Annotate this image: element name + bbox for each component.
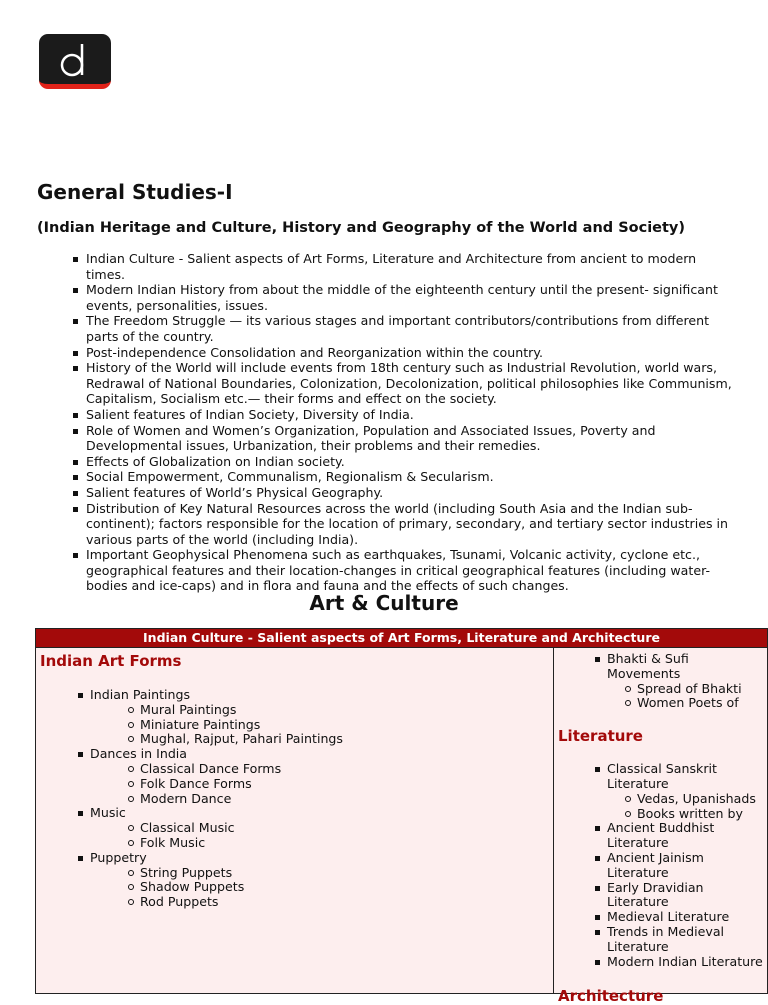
literature-column: [554, 648, 767, 1005]
syllabus-item: Indian Culture - Salient aspects of Art Forms, Literature and Architecture from ancient to modern times.: [86, 251, 736, 282]
topic-item: [90, 851, 553, 910]
topic-label: Ancient Buddhist Literature: [607, 820, 715, 851]
syllabus-item: Modern Indian History from about the middle of the eighteenth century until the present- significant events, personalities, issues.: [86, 282, 736, 313]
topic-item: [607, 910, 763, 925]
topic-item: [607, 652, 763, 711]
subtopic-item: String Puppets: [140, 866, 553, 881]
art-forms-list: [90, 688, 553, 910]
page-subtitle: (Indian Heritage and Culture, History and Geography of the World and Society): [37, 220, 686, 236]
syllabus-list: [86, 251, 736, 594]
logo-d-icon: [39, 34, 111, 84]
table-header: Indian Culture - Salient aspects of Art Forms, Literature and Architecture: [36, 629, 767, 648]
subtopic-item: Mural Paintings: [140, 703, 553, 718]
subtopic-list: [607, 792, 763, 822]
topic-item: [607, 851, 763, 881]
subtopic-list: [607, 682, 763, 712]
topic-item: [90, 747, 553, 806]
subtopic-item: Mughal, Rajput, Pahari Paintings: [140, 732, 553, 747]
subtopic-item: Spread of Bhakti: [637, 682, 763, 697]
subtopic-list: [90, 703, 553, 747]
topic-label: Ancient Jainism Literature: [607, 849, 704, 880]
subtopic-item: Classical Music: [140, 821, 553, 836]
syllabus-item: Salient features of Indian Society, Diversity of India.: [86, 407, 736, 423]
syllabus-item: Social Empowerment, Communalism, Regionalism & Secularism.: [86, 469, 736, 485]
syllabus-item: Post-independence Consolidation and Reorganization within the country.: [86, 345, 736, 361]
architecture-heading: Architecture: [558, 987, 664, 1005]
topic-label: Puppetry: [90, 849, 147, 865]
subtopic-item: Women Poets of: [637, 696, 763, 711]
subtopic-item: Rod Puppets: [140, 895, 553, 910]
section-title: Art & Culture: [309, 591, 459, 615]
syllabus-item: History of the World will include events from 18th century such as Industrial Revolution, world wars, Redrawal of National Boundaries, Colonization, Decolonization, political philosophies like Communism, Capitalism, Socialism etc.— their forms and effect on the society.: [86, 360, 736, 407]
topic-item: [607, 762, 763, 821]
subtopic-item: Vedas, Upanishads: [637, 792, 763, 807]
subtopic-list: [90, 762, 553, 806]
page-title: General Studies-I: [37, 180, 233, 204]
subtopic-item: Folk Music: [140, 836, 553, 851]
syllabus-item: Important Geophysical Phenomena such as earthquakes, Tsunami, Volcanic activity, cyclone etc., geographical features and their location-changes in critical geographical features (including water-bodies and ice-caps) and in flora and fauna and the effects of such changes.: [86, 547, 736, 594]
subtopic-list: [90, 866, 553, 910]
topic-label: Dances in India: [90, 746, 188, 762]
subtopic-item: Modern Dance: [140, 792, 553, 807]
syllabus-item: Distribution of Key Natural Resources across the world (including South Asia and the Indian sub-continent); factors responsible for the location of primary, secondary, and tertiary sector industries in various parts of the world (including India).: [86, 501, 736, 548]
art-forms-heading: Indian Art Forms: [40, 652, 182, 670]
syllabus-item: Salient features of World’s Physical Geography.: [86, 485, 736, 501]
art-forms-column: [36, 648, 554, 993]
topic-label: Early Dravidian Literature: [607, 879, 704, 910]
topic-item: [607, 925, 763, 955]
subtopic-item: Classical Dance Forms: [140, 762, 553, 777]
topic-label: Bhakti & Sufi Movements: [607, 651, 689, 681]
subtopic-item: Miniature Paintings: [140, 718, 553, 733]
topic-label: Trends in Medieval Literature: [607, 923, 725, 954]
syllabus-item: The Freedom Struggle — its various stages and important contributors/contributions from different parts of the country.: [86, 313, 736, 344]
syllabus-item: Effects of Globalization on Indian society.: [86, 454, 736, 470]
subtopic-list: [90, 821, 553, 851]
subtopic-item: Books written by: [637, 807, 763, 822]
site-logo[interactable]: [39, 34, 111, 89]
topic-label: Classical Sanskrit Literature: [607, 761, 717, 791]
subtopic-item: Folk Dance Forms: [140, 777, 553, 792]
topic-item: [90, 688, 553, 747]
topic-label: Medieval Literature: [607, 909, 730, 925]
topic-item: [607, 955, 763, 970]
bhakti-list: [607, 652, 763, 711]
topic-item: [607, 821, 763, 851]
literature-list: [607, 762, 763, 969]
topic-item: [90, 806, 553, 850]
subtopic-item: Shadow Puppets: [140, 880, 553, 895]
syllabus-item: Role of Women and Women’s Organization, Population and Associated Issues, Poverty and Developmental issues, Urbanization, their problems and their remedies.: [86, 423, 736, 454]
topic-label: Music: [90, 805, 126, 821]
literature-heading: Literature: [558, 727, 643, 746]
topic-label: Indian Paintings: [90, 687, 191, 702]
topic-label: Modern Indian Literature: [607, 953, 763, 969]
topic-item: [607, 881, 763, 911]
topics-table: [35, 628, 768, 1005]
